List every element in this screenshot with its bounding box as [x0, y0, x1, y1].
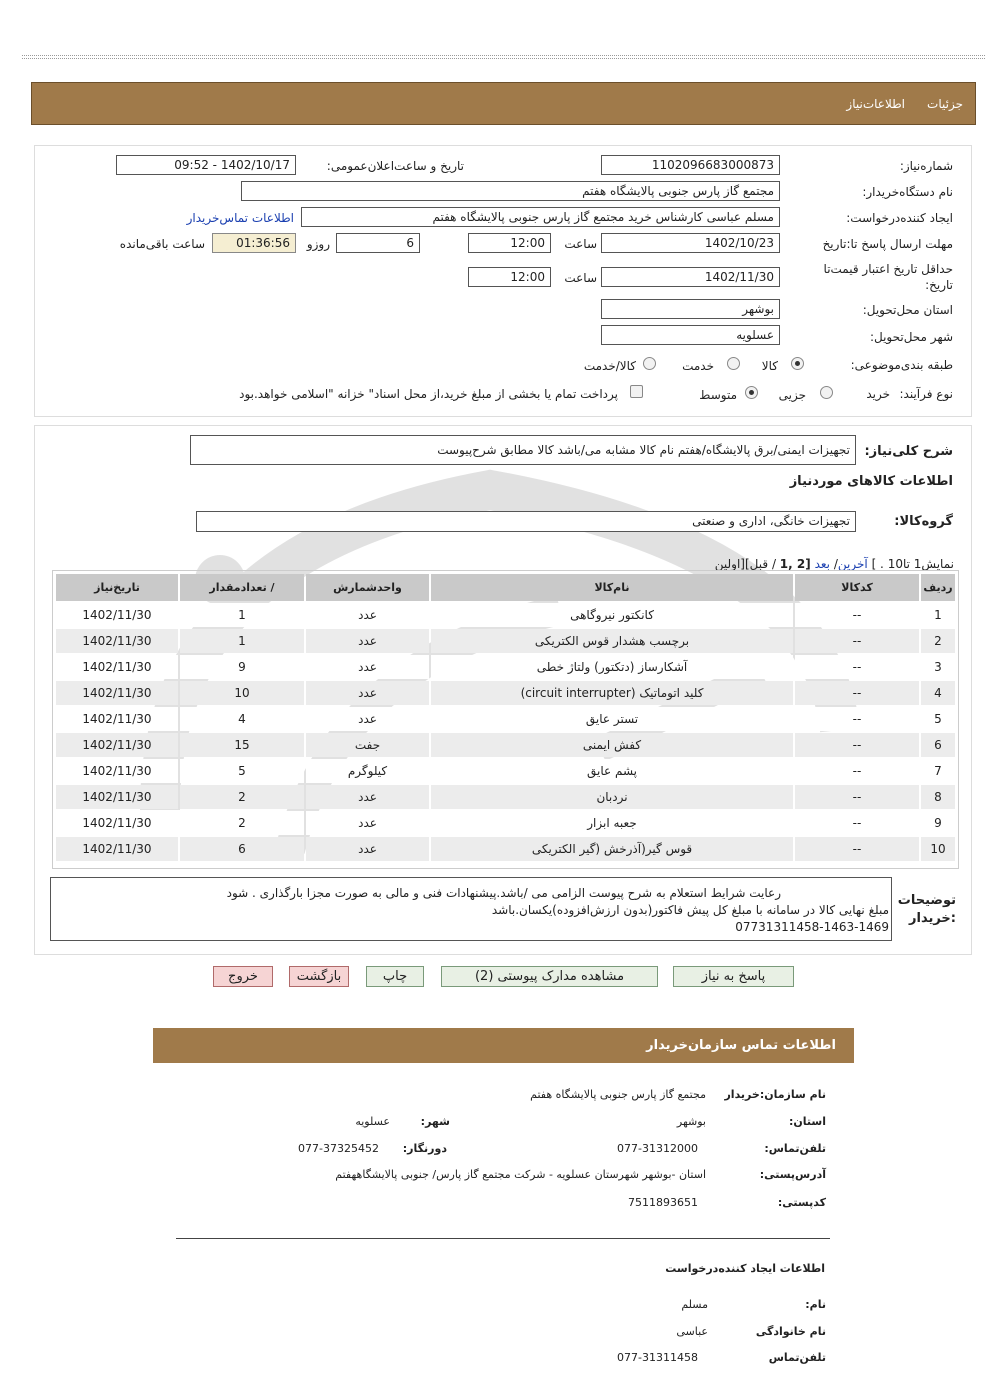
cell-name: پشم عایق [431, 759, 793, 783]
col-unit: واحدشمارش [306, 574, 429, 601]
category-goods-label: کالا [761, 359, 778, 373]
tab-details[interactable]: جزئیات [927, 97, 963, 111]
cell-name: تستر عایق [431, 707, 793, 731]
validity-time-label: ساعت [564, 271, 597, 285]
validity-label-2: تاریخ: [925, 278, 953, 292]
cell-unit: عدد [306, 681, 429, 705]
cell-date: 1402/11/30 [56, 759, 178, 783]
cell-date: 1402/11/30 [56, 733, 178, 757]
validity-time-field: 12:00 [468, 267, 551, 287]
creator-field: مسلم عباسی کارشناس خرید مجتمع گاز پارس جنوبی پالایشگاه هفتم [301, 207, 780, 227]
cell-qty: 2 [180, 785, 304, 809]
table-row [56, 603, 955, 627]
creator-last-name-label: نام خانوادگی [755, 1325, 826, 1338]
cell-name: کلید اتوماتیک (circuit interrupter) [431, 681, 793, 705]
table-row [56, 837, 955, 861]
cell-name: قوس گیر(آذرخش (گیر الکتریکی [431, 837, 793, 861]
cell-date: 1402/11/30 [56, 837, 178, 861]
creator-first-name-label: نام: [805, 1298, 826, 1311]
pager-show: نمایش1 تا10 . ] [871, 557, 954, 571]
back-button[interactable]: بازگشت [289, 966, 349, 987]
cell-row: 5 [921, 707, 955, 731]
cell-qty: 15 [180, 733, 304, 757]
cell-name: جعبه ابزار [431, 811, 793, 835]
table-row [56, 655, 955, 679]
cell-code: -- [795, 837, 919, 861]
table-row [56, 733, 955, 757]
table-row [56, 629, 955, 653]
validity-label: حداقل تاریخ اعتبار قیمت‌تا [823, 262, 953, 276]
contact-org-label: نام سازمان‌:خریدار [724, 1088, 826, 1101]
cell-unit: عدد [306, 811, 429, 835]
cell-code: -- [795, 603, 919, 627]
cell-qty: 2 [180, 811, 304, 835]
cell-qty: 9 [180, 655, 304, 679]
contact-divider [176, 1238, 830, 1239]
cell-row: 6 [921, 733, 955, 757]
cell-row: 9 [921, 811, 955, 835]
cell-code: -- [795, 785, 919, 809]
cell-qty: 10 [180, 681, 304, 705]
creator-phone: 077-31311458 [617, 1351, 698, 1364]
contact-city-label: شهر: [420, 1115, 450, 1128]
table-row [56, 811, 955, 835]
table-row [56, 707, 955, 731]
cell-qty: 1 [180, 603, 304, 627]
days-label: روزو [306, 237, 330, 251]
cell-code: -- [795, 707, 919, 731]
goods-info-title: اطلاعات کالاهای موردنیاز [789, 474, 953, 489]
pager: نمایش1 تا10 . ] آخرین/ بعد [2 ,1 / قبل][اولین [714, 557, 954, 571]
deadline-label: مهلت ارسال پاسخ تا‌:تاریخ [822, 237, 953, 251]
cell-unit: عدد [306, 603, 429, 627]
notes-label-2: :خریدار [909, 911, 956, 926]
pager-last-link[interactable]: آخرین [837, 557, 868, 571]
table-header-row [56, 574, 955, 601]
cell-unit: جفت [306, 733, 429, 757]
cell-row: 2 [921, 629, 955, 653]
pager-prev[interactable]: قبل][اولین [714, 557, 769, 571]
process-partial-label: جزیی [778, 388, 806, 402]
cell-qty: 5 [180, 759, 304, 783]
category-goods-service-label: کالا/خدمت [583, 359, 636, 373]
notes-line-3: 07731311458-1463-1469 [735, 920, 889, 934]
days-field: 6 [336, 233, 420, 253]
cell-unit: عدد [306, 629, 429, 653]
need-number-label: شماره‌نیاز: [899, 159, 953, 173]
notes-line-1: رعایت شرایط استعلام به شرح پیوست الزامی می /باشد.پیشنهادات فنی و مالی به صورت مجزا بارگذاری . شود [226, 886, 781, 900]
creator-phone-label: تلفن‌تماس [768, 1351, 826, 1364]
top-divider [22, 55, 985, 59]
contact-phone: 077-31312000 [617, 1142, 698, 1155]
print-button[interactable]: چاپ [366, 966, 424, 987]
cell-row: 7 [921, 759, 955, 783]
cell-name: آشکارساز (دتکتور) ولتاژ خطی [431, 655, 793, 679]
notes-line-2: مبلغ نهایی کالا در سامانه با مبلغ کل پیش فاکتور(بدون ارزش‌افزوده)یکسان.باشد [491, 903, 889, 917]
process-medium-label: متوسط [699, 388, 737, 402]
cell-unit: عدد [306, 785, 429, 809]
cell-date: 1402/11/30 [56, 811, 178, 835]
cell-qty: 4 [180, 707, 304, 731]
cell-code: -- [795, 759, 919, 783]
cell-row: 3 [921, 655, 955, 679]
cell-name: نردبان [431, 785, 793, 809]
contact-address: استان -بوشهر شهرستان عسلویه - شرکت مجتمع گاز پارس/ جنوبی پالایشگاههفتم [335, 1168, 706, 1181]
cell-code: -- [795, 629, 919, 653]
buyer-org-field: مجتمع گاز پارس جنوبی پالایشگاه هفتم [241, 181, 780, 201]
reply-button[interactable]: پاسخ به نیاز [673, 966, 794, 987]
description-label: شرح کلی‌نیاز: [864, 444, 953, 459]
announce-label: تاریخ و ساعت‌اعلان‌عمومی: [326, 159, 464, 173]
creator-last-name: عباسی [676, 1325, 708, 1338]
description-field: تجهیزات ایمنی/برق پالایشگاه/هفتم نام کالا مشابه می/باشد کالا مطابق شرح‌پیوست [190, 435, 856, 465]
cell-code: -- [795, 681, 919, 705]
details-header-bar [31, 82, 976, 125]
cell-row: 10 [921, 837, 955, 861]
cell-row: 1 [921, 603, 955, 627]
cell-date: 1402/11/30 [56, 603, 178, 627]
items-table [54, 572, 957, 863]
process-partial-radio[interactable] [820, 386, 833, 399]
contact-fax-label: دورنگار: [402, 1142, 447, 1155]
goods-group-field: تجهیزات خانگی، اداری و صنعتی [196, 511, 856, 532]
col-date: تاریخ‌نیاز [56, 574, 178, 601]
cell-date: 1402/11/30 [56, 785, 178, 809]
deadline-date-field: 1402/10/23 [601, 233, 780, 253]
col-qty: / تعدادمقدار [180, 574, 304, 601]
table-row [56, 681, 955, 705]
cell-code: -- [795, 811, 919, 835]
deadline-time-field: 12:00 [468, 233, 551, 253]
category-label: طبقه بندی‌موضوعی: [850, 358, 953, 372]
announce-field: 1402/10/17 - 09:52 [116, 155, 296, 175]
category-goods-service-radio[interactable] [643, 357, 656, 370]
contact-postal-label: کدپستی: [777, 1196, 826, 1209]
contact-phone-label: تلفن‌تماس: [764, 1142, 826, 1155]
notes-label: توضیحات [897, 893, 956, 908]
deadline-time-label: ساعت [564, 237, 597, 251]
cell-date: 1402/11/30 [56, 629, 178, 653]
process-label: نوع فرآیند: [899, 387, 953, 401]
pager-pages[interactable]: [2 ,1 [779, 557, 811, 571]
goods-group-label: گروه‌کالا: [894, 514, 953, 529]
tab-need-info[interactable]: اطلاعات‌نیاز [846, 97, 905, 111]
treasury-payment-checkbox[interactable] [630, 385, 643, 398]
buyer-contact-link[interactable]: اطلاعات تماس‌خریدار [186, 211, 294, 225]
col-row: ردیف [921, 574, 955, 601]
creator-info-title: اطلاعات ایجاد کننده‌درخواست [665, 1262, 825, 1275]
remaining-time-field: 01:36:56 [212, 233, 296, 253]
cell-unit: عدد [306, 707, 429, 731]
contact-province: بوشهر [676, 1115, 706, 1128]
category-service-label: خدمت [682, 359, 714, 373]
contact-title: اطلاعات تماس سازمان‌خریدار [646, 1038, 836, 1053]
cell-name: کفش ایمنی [431, 733, 793, 757]
cell-date: 1402/11/30 [56, 681, 178, 705]
contact-province-label: استان: [789, 1115, 826, 1128]
cell-qty: 6 [180, 837, 304, 861]
city-label: شهر محل‌تحویل: [869, 330, 953, 344]
cell-row: 8 [921, 785, 955, 809]
cell-date: 1402/11/30 [56, 707, 178, 731]
col-code: کدکالا [795, 574, 919, 601]
contact-fax: 077-37325452 [298, 1142, 379, 1155]
contact-header-bar [153, 1028, 854, 1063]
col-name: نام‌کالا [431, 574, 793, 601]
contact-postal: 7511893651 [628, 1196, 698, 1209]
category-goods-radio[interactable] [791, 357, 804, 370]
cell-unit: عدد [306, 655, 429, 679]
cell-qty: 1 [180, 629, 304, 653]
creator-first-name: مسلم [681, 1298, 708, 1311]
validity-date-field: 1402/11/30 [601, 267, 780, 287]
cell-code: -- [795, 655, 919, 679]
table-row [56, 785, 955, 809]
contact-address-label: آدرس‌پستی: [759, 1168, 826, 1181]
city-field: عسلویه [601, 325, 780, 345]
creator-label: ایجاد کننده‌درخواست: [846, 211, 953, 225]
cell-name: برچسب هشدار قوس الکتریکی [431, 629, 793, 653]
process-buy-label: خرید [866, 387, 890, 401]
cell-unit: عدد [306, 837, 429, 861]
cell-row: 4 [921, 681, 955, 705]
cell-date: 1402/11/30 [56, 655, 178, 679]
cell-code: -- [795, 733, 919, 757]
exit-button[interactable]: خروج [213, 966, 273, 987]
notes-box [50, 877, 892, 941]
province-field: بوشهر [601, 299, 780, 319]
table-row [56, 759, 955, 783]
cell-unit: کیلوگرم [306, 759, 429, 783]
province-label: استان محل‌تحویل: [862, 303, 953, 317]
process-medium-radio[interactable] [745, 386, 758, 399]
treasury-payment-note: پرداخت تمام یا بخشی از مبلغ خرید،از محل اسناد" خزانه "اسلامی خواهد.بود [239, 387, 618, 401]
category-service-radio[interactable] [727, 357, 740, 370]
pager-next-link[interactable]: بعد [814, 557, 831, 571]
contact-org: مجتمع گاز پارس جنوبی پالایشگاه هفتم [530, 1088, 706, 1101]
remaining-label: ساعت باقی‌مانده [119, 237, 205, 251]
attachments-button[interactable]: مشاهده مدارک پیوستی (2) [441, 966, 658, 987]
cell-name: کانکتور نیروگاهی [431, 603, 793, 627]
contact-city: عسلویه [355, 1115, 390, 1128]
buyer-org-label: نام دستگاه‌خریدار: [862, 185, 953, 199]
need-number-field: 1102096683000873 [601, 155, 780, 175]
